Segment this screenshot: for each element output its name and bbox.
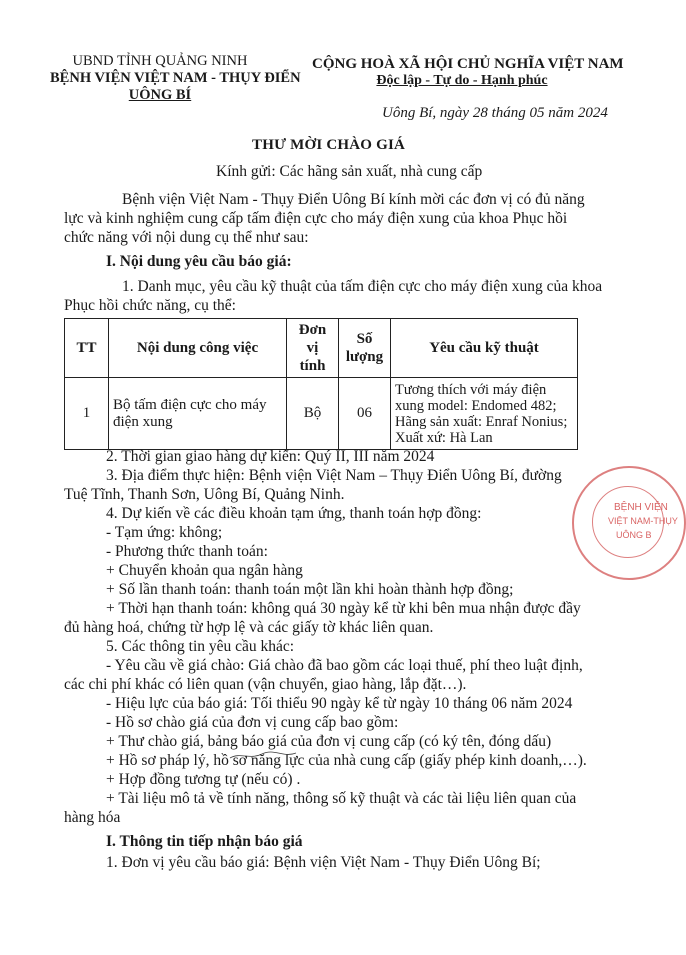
body-line-19: + Tài liệu mô tả về tính năng, thông số kỹ thuật và các tài liệu liên quan của: [106, 790, 577, 807]
issuer-province: UBND TỈNH QUẢNG NINH: [72, 53, 248, 69]
unit-header-line1: Đơn: [298, 322, 327, 338]
issuer-hospital: BỆNH VIỆN VIỆT NAM - THỤY ĐIỂN: [50, 70, 301, 86]
req-line2: xung model: Endomed 482;: [395, 397, 557, 414]
col-header-tt: TT: [65, 319, 109, 378]
seal-text-1: BỆNH VIỆN: [614, 502, 668, 513]
national-title: CỘNG HOÀ XÃ HỘI CHỦ NGHĨA VIỆT NAM: [312, 56, 624, 72]
body-line-16: + Thư chào giá, bảng báo giá của đơn vị cung cấp (có ký tên, đóng dấu): [106, 733, 552, 750]
cell-content: [109, 378, 287, 450]
intro-line-2: lực và kinh nghiệm cung cấp tấm điện cực cho máy điện xung của khoa Phục hồi: [64, 210, 568, 227]
body-line-03: Tuệ Tĩnh, Thanh Sơn, Uông Bí, Quảng Ninh.: [64, 486, 345, 503]
national-motto: Độc lập - Tự do - Hạnh phúc: [376, 73, 548, 88]
body-line-17: + Hồ sơ pháp lý, hồ sơ năng lực của nhà cung cấp (giấy phép kinh doanh,…).: [106, 752, 587, 769]
col-header-unit: [287, 319, 339, 378]
body-line-04: 4. Dự kiến về các điều khoản tạm ứng, thanh toán hợp đồng:: [106, 505, 482, 522]
body-line-18: + Hợp đồng tương tự (nếu có) .: [106, 771, 301, 788]
content-line2: điện xung: [113, 413, 173, 430]
body-line-14: - Hiệu lực của báo giá: Tối thiểu 90 ngày kể từ ngày 10 tháng 06 năm 2024: [106, 695, 573, 712]
cell-qty: 06: [339, 378, 391, 450]
section-heading-2: I. Thông tin tiếp nhận báo giá: [106, 833, 303, 850]
handwritten-mark-icon: [228, 748, 298, 762]
cell-tt: 1: [65, 378, 109, 450]
req-line3: Hãng sản xuất: Enraf Nonius;: [395, 413, 568, 430]
item1-line-1: 1. Danh mục, yêu cầu kỹ thuật của tấm điện cực cho máy điện xung của khoa: [122, 278, 603, 295]
cell-unit: Bộ: [287, 378, 339, 450]
body-line-08: + Số lần thanh toán: thanh toán một lần khi hoàn thành hợp đồng;: [106, 581, 514, 598]
body-line-09: + Thời hạn thanh toán: không quá 30 ngày kể từ khi bên mua nhận được đầy: [106, 600, 581, 617]
body-line-10: đủ hàng hoá, chứng từ hợp lệ và các giấy tờ khác liên quan.: [64, 619, 434, 636]
intro-line-3: chức năng với nội dung cụ thể như sau:: [64, 229, 309, 246]
req-line4: Xuất xứ: Hà Lan: [395, 429, 493, 446]
intro-line-1: Bệnh viện Việt Nam - Thụy Điển Uông Bí kính mời các đơn vị có đủ năng: [122, 191, 585, 208]
issuer-city: UÔNG BÍ: [128, 87, 192, 103]
national-motto-block: [312, 56, 624, 89]
table-row: [65, 378, 578, 450]
document-date: Uông Bí, ngày 28 tháng 05 năm 2024: [382, 105, 608, 121]
body-line-06: - Phương thức thanh toán:: [106, 543, 268, 560]
body-line-15: - Hồ sơ chào giá của đơn vị cung cấp bao gồm:: [106, 714, 399, 731]
unit-header-line3: tính: [299, 358, 326, 374]
col-header-requirements: Yêu cầu kỹ thuật: [391, 319, 578, 378]
qty-header-line2: lượng: [345, 349, 384, 365]
qty-header-line1: Số: [356, 331, 373, 347]
body-line-13: các chi phí khác có liên quan (vận chuyển, giao hàng, lắp đặt…).: [64, 676, 467, 693]
table-header-row: [65, 319, 578, 378]
req-line1: Tương thích với máy điện: [395, 381, 547, 398]
seal-text-3: UÔNG B: [616, 530, 652, 540]
recipient-line: Kính gửi: Các hãng sản xuất, nhà cung cấp: [216, 163, 483, 180]
seal-text-2: VIỆT NAM-THỤY: [608, 516, 678, 526]
issuer-block: [50, 53, 301, 104]
col-header-content: Nội dung công việc: [109, 319, 287, 378]
cell-requirements: [391, 378, 578, 450]
spec-table: [64, 318, 578, 450]
body-line-11: 5. Các thông tin yêu cầu khác:: [106, 638, 295, 655]
section2-item-1: 1. Đơn vị yêu cầu báo giá: Bệnh viện Việt Nam - Thụy Điển Uông Bí;: [106, 854, 541, 871]
content-line1: Bộ tấm điện cực cho máy: [113, 396, 267, 413]
body-line-07: + Chuyển khoản qua ngân hàng: [106, 562, 303, 579]
col-header-qty: [339, 319, 391, 378]
body-line-01: 2. Thời gian giao hàng dự kiến: Quý II, III năm 2024: [106, 448, 435, 465]
unit-header-line2: vị: [306, 340, 319, 356]
seal-stamp: [572, 466, 686, 580]
document-title: THƯ MỜI CHÀO GIÁ: [252, 137, 406, 153]
body-line-02: 3. Địa điểm thực hiện: Bệnh viện Việt Nam – Thụy Điển Uông Bí, đường: [106, 467, 562, 484]
section-heading-1: I. Nội dung yêu cầu báo giá:: [106, 253, 292, 270]
body-line-20: hàng hóa: [64, 809, 121, 826]
body-line-05: - Tạm ứng: không;: [106, 524, 223, 541]
body-line-12: - Yêu cầu về giá chào: Giá chào đã bao gồm các loại thuế, phí theo luật định,: [106, 657, 583, 674]
item1-line-2: Phục hồi chức năng, cụ thể:: [64, 297, 236, 314]
